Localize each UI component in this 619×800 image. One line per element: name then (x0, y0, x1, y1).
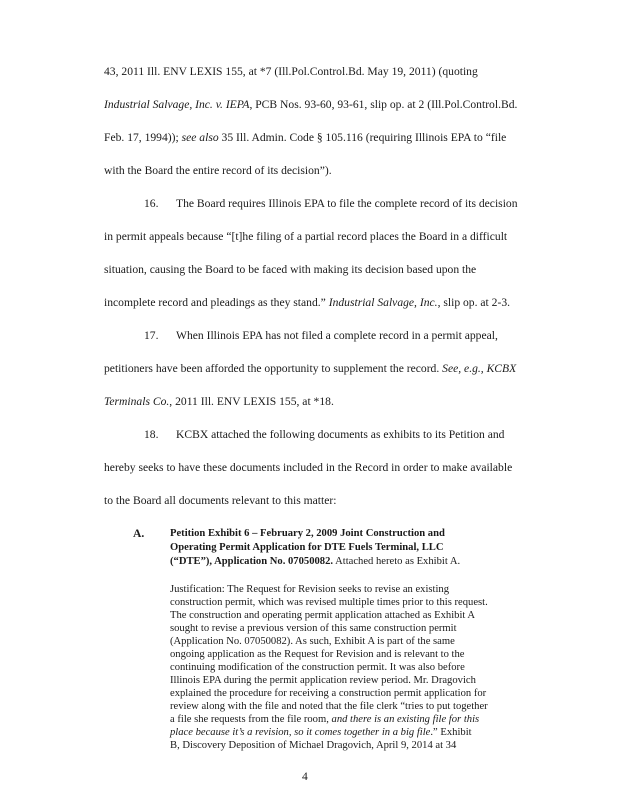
case-citation: Industrial Salvage, Inc. v. IEPA (104, 98, 250, 111)
body-text: a file she requests from the file room, (170, 714, 332, 725)
section-heading-line (170, 555, 460, 568)
page-number: 4 (302, 770, 308, 783)
signal-text: see also (181, 131, 219, 144)
body-line: When Illinois EPA has not filed a complete record in a permit appeal, (176, 329, 498, 342)
justification-line: continuing modification of the construction permit. It was also before (170, 662, 465, 673)
justification-line: B, Discovery Deposition of Michael Dragovich, April 9, 2014 at 34 (170, 740, 457, 751)
body-line (104, 131, 506, 145)
justification-line: (Application No. 07050082). As such, Exhibit A is part of the same (170, 636, 455, 647)
body-text: Attached hereto as Exhibit A. (333, 556, 461, 567)
body-line: 43, 2011 Ill. ENV LEXIS 155, at *7 (Ill.Pol.Control.Bd. May 19, 2011) (quoting (104, 65, 478, 78)
body-text: petitioners have been afforded the opportunity to supplement the record. (104, 362, 443, 375)
body-line: with the Board the entire record of its decision”). (104, 164, 332, 177)
body-line: hereby seeks to have these documents included in the Record in order to make available (104, 461, 513, 474)
justification-line: The construction and operating permit application attached as Exhibit A (170, 610, 476, 621)
justification-line (170, 713, 479, 726)
body-line (104, 395, 334, 409)
case-citation: See, e.g., KCBX (442, 362, 517, 375)
justification-line: Justification: The Request for Revision seeks to revise an existing (170, 584, 450, 595)
justification-line: explained the procedure for receiving a construction permit application for (170, 688, 487, 699)
quoted-text: and there is an existing file for this (331, 714, 480, 725)
section-heading-line: Petition Exhibit 6 – February 2, 2009 Joint Construction and (170, 528, 445, 539)
body-text: 35 Ill. Admin. Code § 105.116 (requiring Illinois EPA to “file (218, 131, 507, 144)
section-letter: A. (133, 527, 145, 540)
justification-line (170, 726, 472, 739)
body-line: in permit appeals because “[t]he filing of a partial record places the Board in a difficult (104, 230, 508, 243)
paragraph-number: 16. (144, 197, 159, 210)
justification-line: construction permit, which was revised multiple times prior to this request. (170, 597, 488, 608)
body-line (104, 98, 517, 112)
justification-line: sought to revise a previous version of this same construction permit (170, 623, 457, 634)
body-line: situation, causing the Board to be faced with making its decision based upon the (104, 263, 477, 276)
body-text: Feb. 17, 1994)); (104, 131, 182, 144)
body-line: KCBX attached the following documents as exhibits to its Petition and (176, 428, 505, 441)
justification-line: Illinois EPA during the permit application review period. Mr. Dragovich (170, 675, 476, 686)
body-line (104, 362, 516, 376)
body-text: , 2011 Ill. ENV LEXIS 155, at *18. (169, 395, 334, 408)
paragraph-number: 17. (144, 329, 159, 342)
body-line: The Board requires Illinois EPA to file the complete record of its decision (176, 197, 518, 210)
justification-line: ongoing application as the Request for Revision and is relevant to the (170, 649, 465, 660)
body-line: to the Board all documents relevant to this matter: (104, 494, 337, 507)
paragraph-number: 18. (144, 428, 159, 441)
case-citation: Industrial Salvage, Inc. (328, 296, 438, 309)
quoted-text: place because it’s a revision, so it comes together in a big file (170, 727, 431, 738)
body-text: , PCB Nos. 93-60, 93-61, slip op. at 2 (Ill.Pol.Control.Bd. (249, 98, 518, 111)
section-heading-line: Operating Permit Application for DTE Fuels Terminal, LLC (170, 542, 444, 553)
heading-text: (“DTE”), Application No. 07050082. (170, 556, 334, 567)
body-text: .” Exhibit (430, 727, 472, 738)
body-text: , slip op. at 2-3. (437, 296, 511, 309)
body-line (104, 296, 510, 310)
body-text: incomplete record and pleadings as they stand.” (104, 296, 329, 309)
justification-line: review along with the file and noted that the file clerk “tries to put together (170, 701, 488, 712)
case-citation: Terminals Co. (104, 395, 170, 408)
